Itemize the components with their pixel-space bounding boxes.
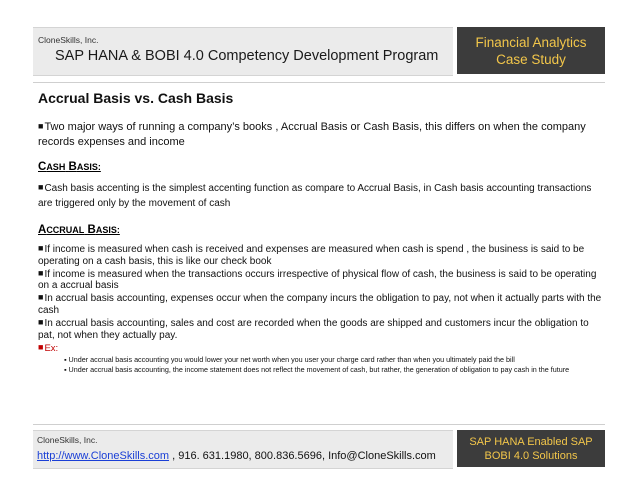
square-bullet-icon: ■ (38, 267, 44, 278)
top-divider (33, 82, 605, 83)
footer-badge-line1: SAP HANA Enabled SAP (469, 435, 593, 448)
header-badge-line2: Case Study (496, 51, 566, 67)
square-bullet-icon: ■ (38, 316, 44, 327)
footer-bar (33, 430, 453, 469)
accrual-point: ■If income is measured when the transactions occurs irrespective of physical flow of cash, the business is said to be operating on a accrual basis (38, 267, 597, 292)
cash-basis-bullet (38, 180, 605, 211)
website-link[interactable]: http://www.CloneSkills.com (37, 450, 170, 462)
header-badge-line1: Financial Analytics (475, 34, 587, 50)
intro-bullet (38, 119, 605, 150)
contact-details: , 916. 631.1980, 800.836.5696, Info@CloneSkills.com (169, 450, 436, 462)
example-label: ■Ex: (38, 342, 59, 355)
header-company: CloneSkills, Inc. (38, 35, 99, 45)
accrual-point: ■In accrual basis accounting, sales and cost are recorded when the goods are shipped and customers incur the obligation to pat, not when they actually pay. (38, 316, 589, 341)
slide-content (38, 90, 605, 375)
example-item: ▪ Under accrual basis accounting, the income statement does not reflect the movement of cash, but rather, the generation of obligation to pay cash in the future (64, 365, 570, 375)
slide-title: Accrual Basis vs. Cash Basis (38, 90, 234, 106)
example-list (64, 355, 605, 375)
square-bullet-icon: ■ (38, 182, 44, 192)
square-bullet-icon: ■ (38, 243, 44, 253)
bottom-divider (33, 424, 605, 425)
footer-badge-line2: BOBI 4.0 Solutions (484, 449, 578, 462)
program-title: SAP HANA & BOBI 4.0 Competency Development Program (55, 48, 439, 64)
accrual-basis-heading: ACCRUAL BASIS: (38, 224, 120, 236)
example-item: ▪ Under accrual basis accounting you would lower your net worth when you user your charge card rather than when you ultimately paid the bill (64, 355, 515, 365)
intro-text: Two major ways of running a company’s books , Accrual Basis or Cash Basis, this differs on when the company records expenses and income (38, 121, 586, 148)
footer-contact (37, 450, 436, 462)
header-bar (33, 27, 453, 76)
cash-basis-heading: CASH BASIS: (38, 161, 101, 173)
header-badge (457, 27, 605, 74)
cash-basis-text: Cash basis accenting is the simplest accenting function as compare to Accrual Basis, in Cash basis accounting transactions are triggered only by the movement of cash (38, 183, 592, 209)
square-bullet-icon: ■ (38, 342, 44, 353)
footer-badge (457, 430, 605, 467)
square-bullet-icon: ■ (38, 292, 44, 303)
accrual-point: ■In accrual basis accounting, expenses occur when the company incurs the obligation to pay, not when it actually parts with the cash (38, 292, 602, 316)
footer-company: CloneSkills, Inc. (37, 435, 98, 445)
square-bullet-icon: ■ (38, 121, 44, 131)
accrual-point: ■If income is measured when cash is received and expenses are measured when cash is spend , the business is said to be operating on a cash basis, this is like our check book (38, 243, 585, 267)
